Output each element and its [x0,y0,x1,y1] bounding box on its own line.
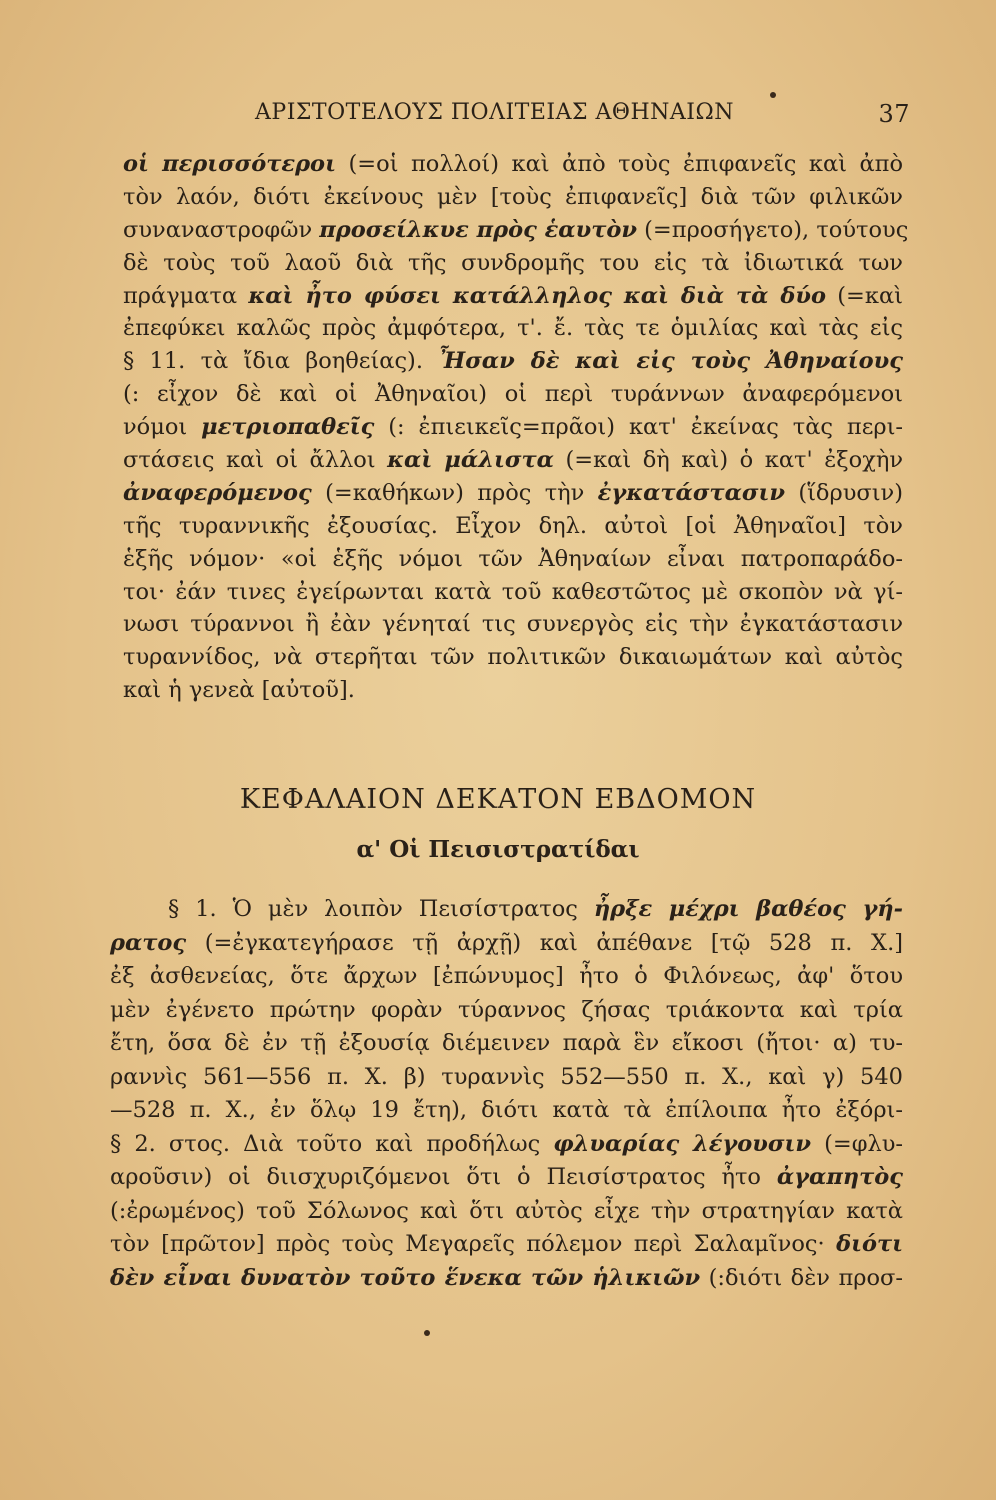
line-text: πράγματα [123,282,249,309]
text-line [110,1195,903,1229]
bold-term: ἦρξε μέχρι βαθέος γή- [593,896,903,922]
text-line [110,893,903,927]
line-text: (=καὶ [826,282,903,309]
line-text: (=οἱ πολλοί) καὶ ἀπὸ τοὺς ἐπιφανεῖς καὶ ἀπὸ [335,151,904,177]
bold-term: ἀναφερόμενος [123,479,312,506]
line-text: (=καὶ δὴ καὶ) ὁ κατ' ἐξοχὴν [553,447,904,474]
text-line [123,510,903,543]
commentary-text-top [123,148,909,707]
line-text: (=ἐγκατεγήρασε τῇ ἀρχῇ) καὶ ἀπέθανε [τῷ 528 π. Χ.] [186,929,903,956]
bold-term: ρατος [110,929,187,956]
text-line [123,576,903,609]
chapter-title: ΚΕΦΑΛΑΙΟΝ ΔΕΚΑΤΟΝ ΕΒΔΟΜΟΝ [239,784,757,815]
line-text: τοι· ἐάν τινες ἐγείρωνται κατὰ τοῦ καθεστῶτος μὲ σκοπὸν νὰ γί- [123,578,903,605]
text-line [123,444,903,477]
bold-term: Ἦσαν δὲ καὶ εἰς τοὺς Ἀθηναίους [438,348,903,375]
line-text: (=προσήγετο), τούτους [637,216,909,243]
text-line [123,411,903,444]
text-line [110,994,903,1028]
line-text: (=καθήκων) πρὸς τὴν [311,479,598,506]
line-text: § 1. Ὁ μὲν λοιπὸν Πεισίστρατος [168,896,594,922]
line-text: τὸν λαόν, διότι ἐκείνους μὲν [τοὺς ἐπιφανεῖς] διὰ τῶν φιλικῶν [123,183,903,210]
line-text: ἐξ ἀσθενείας, ὅτε ἄρχων [ἐπώνυμος] ἦτο ὁ Φιλόνεως, ἀφ' ὅτου [110,963,903,989]
text-line [123,312,903,345]
line-text: μὲν ἐγένετο πρώτην φορὰν τύραννος ζήσας τριάκοντα καὶ τρία [110,996,903,1023]
text-line [123,477,903,510]
line-text: τὸν [πρῶτον] πρὸς τοὺς Μεγαρεῖς πόλεμον περὶ Σαλαμῖνος· [110,1231,837,1257]
line-text: § 11. τὰ ἴδια βοηθείας). [123,348,439,375]
text-line [110,1161,903,1195]
text-line [123,378,903,411]
line-text: ἑξῆς νόμον· «οἱ ἑξῆς νόμοι τῶν Ἀθηναίων εἶναι πατροπαράδο- [123,545,903,572]
text-line [123,345,903,378]
text-line [123,181,903,214]
line-text: (: ἐπιεικεῖς=πρᾶοι) κατ' ἐκείνας τὰς περι- [374,414,903,441]
line-text: (=φλυ- [810,1130,903,1157]
bold-term: φλυαρίας λέγουσιν [553,1130,811,1157]
text-line [110,960,903,994]
text-line [110,1128,903,1162]
bold-term: διότι [836,1231,903,1257]
line-text: ἔτη, ὅσα δὲ ἐν τῇ ἐξουσίᾳ διέμεινεν παρὰ ἓν εἴκοσι (ἤτοι· α) τυ- [110,1030,903,1056]
ink-speck [770,92,776,98]
header-title: ΑΡΙΣΤΟΤΕΛΟΥΣ ΠΟΛΙΤΕΙΑΣ ΑΘΗΝΑΙΩΝ [255,100,734,125]
line-text: τῆς τυραννικῆς ἐξουσίας. Εἶχον δηλ. αὐτοὶ [οἱ Ἀθηναῖοι] τὸν [123,512,903,539]
line-text: στάσεις καὶ οἱ ἄλλοι [123,447,388,474]
bold-term: δὲν εἶναι δυνατὸν τοῦτο ἕνεκα τῶν ἡλικιῶν [110,1264,701,1291]
line-text: § 2. στος. Διὰ τοῦτο καὶ προδήλως [110,1130,554,1157]
text-line [123,148,903,181]
line-text: (ἵδρυσιν) [784,479,904,506]
line-text: τυραννίδος, νὰ στερῆται τῶν πολιτικῶν δικαιωμάτων καὶ αὐτὸς [123,644,903,671]
text-line [110,1262,903,1296]
text-line [123,543,903,576]
text-line [123,608,903,641]
line-text: νόμοι [123,414,202,441]
text-line [123,214,909,247]
section-title: α' Οἱ Πεισιστρατίδαι [356,836,640,863]
bold-term: προσείλκυε πρὸς ἑαυτὸν [319,216,637,243]
bold-term: οἱ περισσότεροι [123,151,336,177]
line-text: ἐπεφύκει καλῶς πρὸς ἀμφότερα, τ'. ἔ. τὰς τε ὁμιλίας καὶ τὰς εἰς [123,315,903,342]
text-line [123,247,903,280]
text-line [123,280,903,313]
bold-term: ἐγκατάστασιν [597,479,785,506]
line-text: (: εἶχον δὲ καὶ οἱ Ἀθηναῖοι) οἱ περὶ τυράννων ἀναφερόμενοι [123,381,903,408]
bold-term: καὶ ἦτο φύσει κατάλληλος καὶ διὰ τὰ δύο [248,282,827,309]
page-number: 37 [878,100,910,128]
commentary-text-bottom [110,893,903,1295]
line-text: αροῦσιν) οἱ διισχυριζόμενοι ὅτι ὁ Πεισίστρατος ἦτο [110,1164,777,1190]
text-line [110,1061,903,1095]
text-line [110,1094,903,1128]
bold-term: καὶ μάλιστα [387,447,554,474]
line-text: καὶ ἡ γενεὰ [αὐτοῦ]. [123,677,355,704]
line-text: συναναστροφῶν [123,216,320,243]
line-text: (:διότι δὲν προσ- [700,1264,903,1291]
line-text: —528 π. Χ., ἐν ὅλῳ 19 ἔτη), διότι κατὰ τὰ ἐπίλοιπα ἦτο ἐξόρι- [110,1097,903,1123]
text-line [110,927,903,961]
line-text: δὲ τοὺς τοῦ λαοῦ διὰ τῆς συνδρομῆς του εἰς τὰ ἰδιωτικά των [123,249,903,276]
text-line [123,674,903,707]
text-line [110,1228,903,1262]
bold-term: μετριοπαθεῖς [201,414,375,441]
ink-speck [424,1330,430,1336]
text-line [110,1027,903,1061]
line-text: νωσι τύραννοι ἢ ἐὰν γένηταί τις συνεργὸς εἰς τὴν ἐγκατάστασιν [123,611,903,638]
line-text: (:ἐρωμένος) τοῦ Σόλωνος καὶ ὅτι αὐτὸς εἶχε τὴν στρατηγίαν κατὰ [110,1197,903,1224]
bold-term: ἀγαπητὸς [776,1164,903,1190]
line-text: ραννὶς 561—556 π. Χ. β) τυραννὶς 552—550 π. Χ., καὶ γ) 540 [110,1063,903,1090]
text-line [123,641,903,674]
